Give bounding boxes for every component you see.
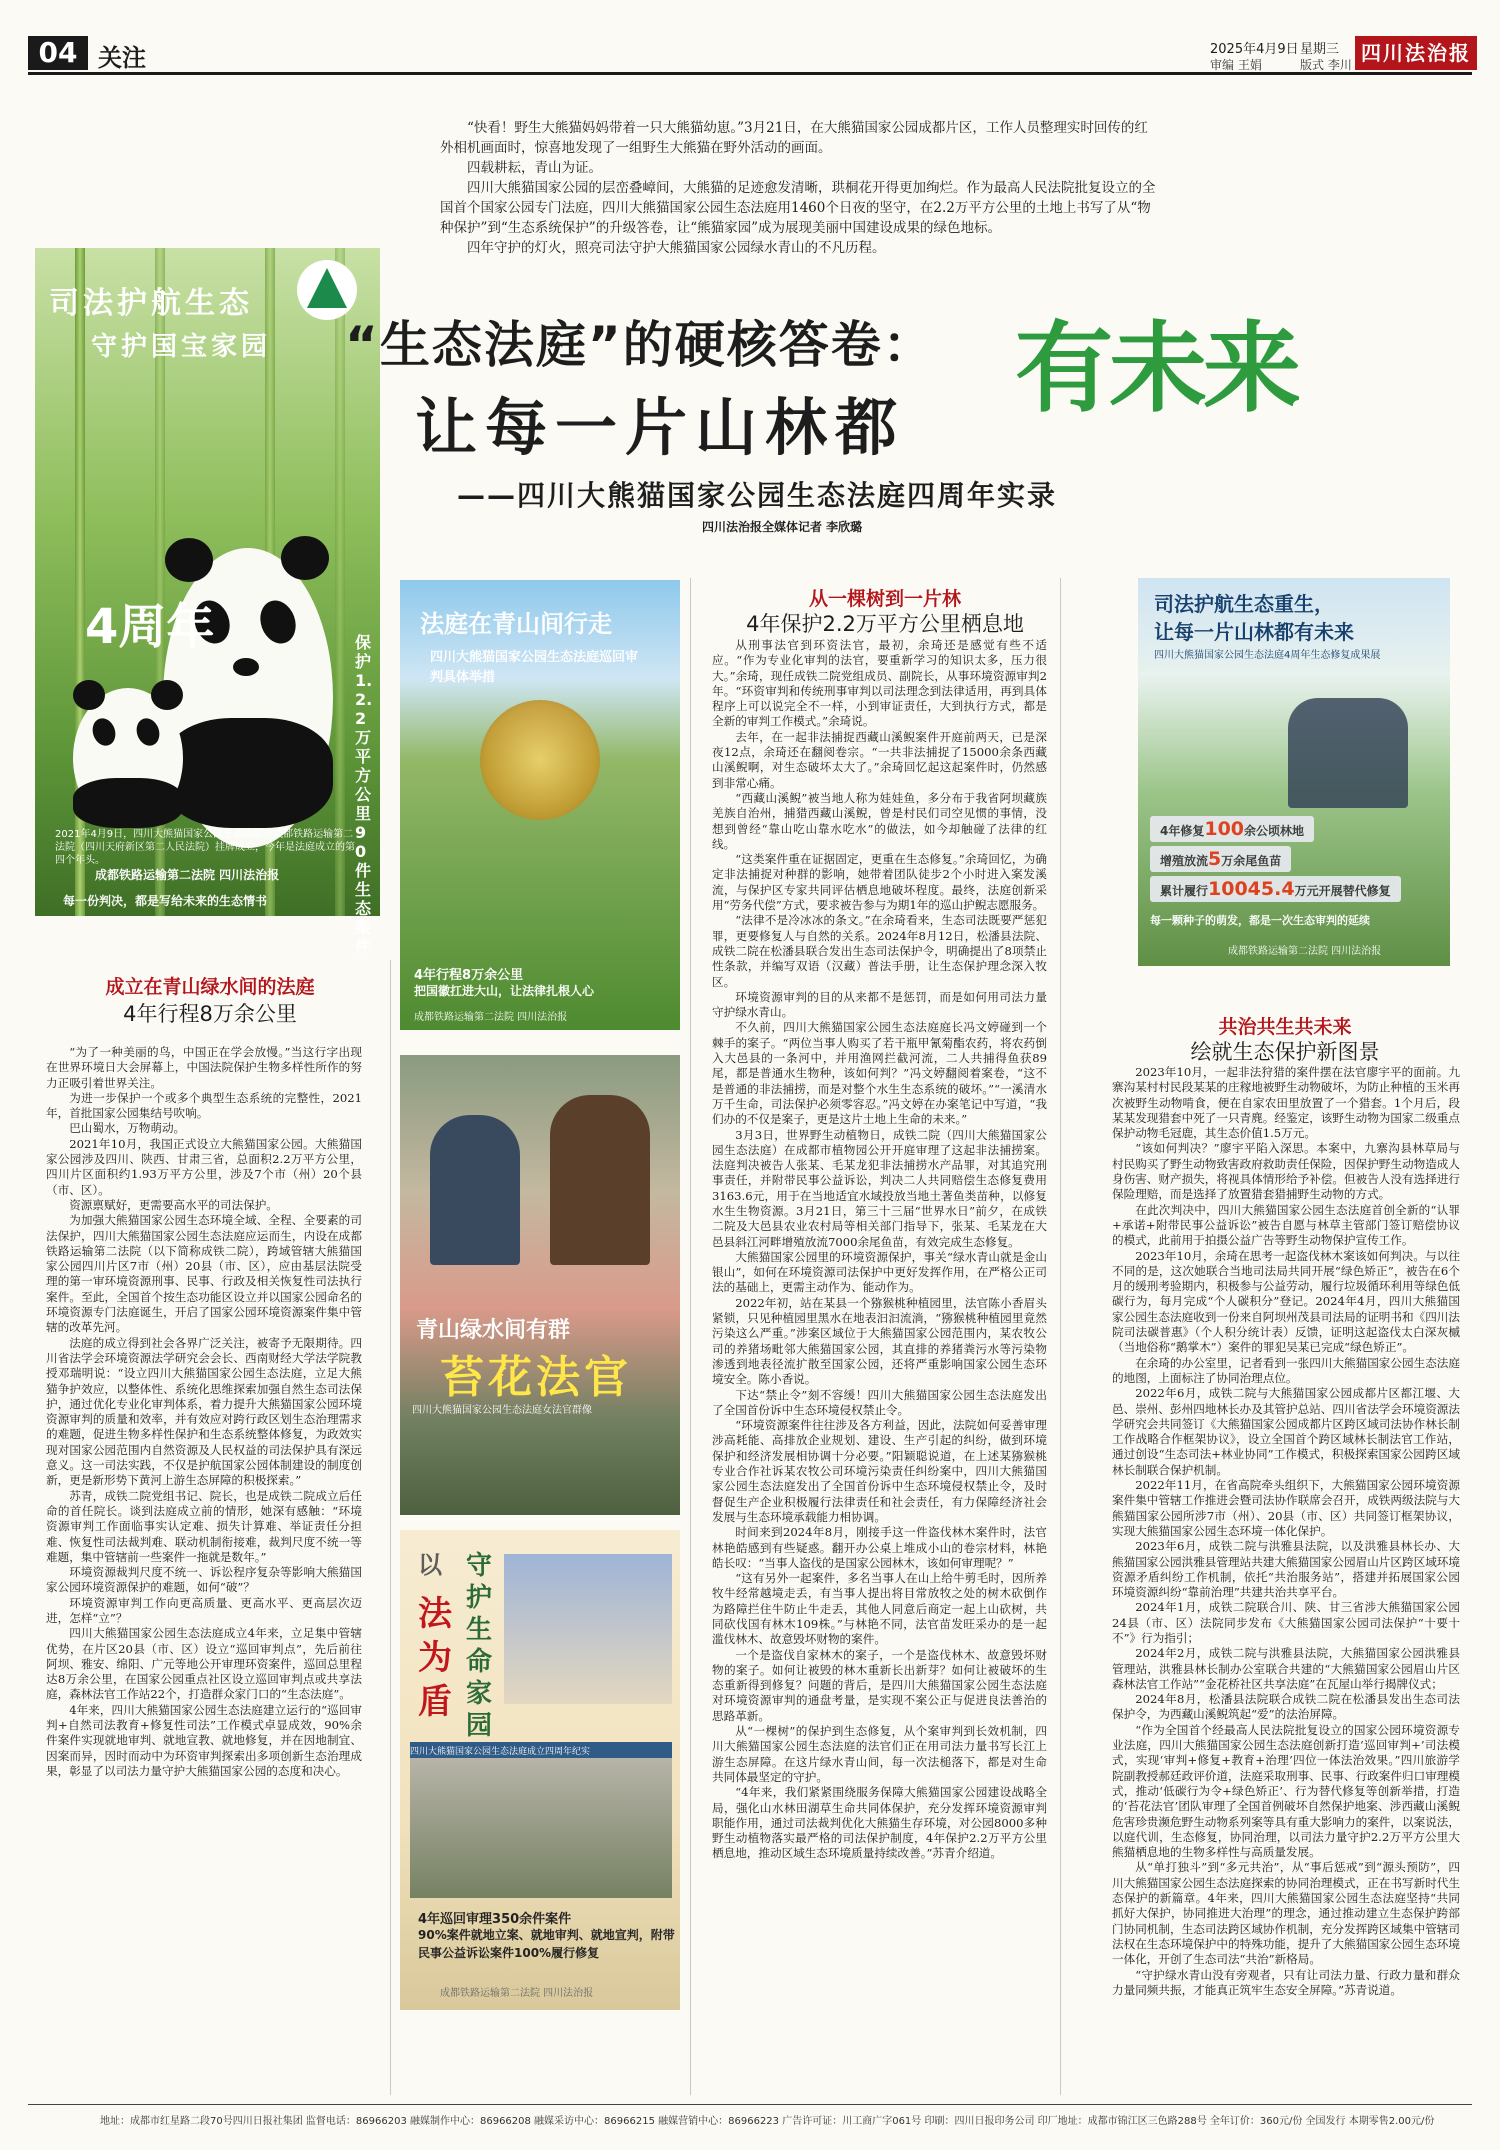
- poster-stat: 民事公益诉讼案件100%履行修复: [418, 1946, 600, 1960]
- judge-figure: [550, 1095, 650, 1265]
- intro-lead: [440, 118, 1160, 258]
- paragraph: “为了一种美丽的鸟，中国正在学会放慢。”当这行字出现在世界环境日大会屏幕上，中国法院保护生物多样性所作的努力正吸引着世界关注。: [46, 1045, 362, 1090]
- article-column: [712, 638, 1047, 1862]
- law-shield-poster: [400, 1530, 680, 2010]
- poster-title: 让每一片山林都有未来: [1154, 620, 1354, 644]
- officials-photo: [1288, 698, 1408, 808]
- article-column: [46, 1045, 362, 1779]
- paragraph: 2024年2月，成铁二院与洪雅县法院，大熊猫国家公园洪雅县管理站，洪雅县林长制办公室联合共建的“大熊猫国家公园眉山片区森林法官工作站”“金花桥社区共享法庭”在瓦屋山举行揭牌仪式；: [1112, 1646, 1460, 1691]
- poster-title: 苔花法官: [440, 1352, 632, 1403]
- section-subheading: 4年行程8万余公里: [123, 1002, 297, 1026]
- poster-organizer: 成都铁路运输第二法院 四川法治报: [95, 868, 280, 882]
- poster-vertical-text: 以: [418, 1551, 442, 1579]
- paragraph: 下达“禁止令”刻不容缓！四川大熊猫国家公园生态法庭发出了全国首份诉中生态环境侵权禁止令。: [712, 1387, 1047, 1417]
- paragraph: 从“单打独斗”到“多元共治”，从“事后惩戒”到“源头预防”，四川大熊猫国家公园生态法庭探索的协同治理模式，正在书写新时代生态保护的新篇章。4年来，四川大熊猫国家公园生态法庭坚持“共同抓好大保护，协同推进大治理”的理念，通过推动建立生态保护跨部门协同机制，生态司法跨区域协作机制，充分发挥跨区域集中管辖司法权在生态环境保护中的特殊功能，提升了大熊猫国家公园生态环境一体化，开创了生态司法“共治”新格局。: [1112, 1860, 1460, 1967]
- paragraph: 资源禀赋好，更需要高水平的司法保护。: [69, 1197, 278, 1212]
- paragraph: “该如何判决？”廖宇平陷入深思。本案中，九寨沟县林草局与村民购买了野生动物致害政府救助责任保险，因保护野生动物造成人身伤害、财产损失，将视具体情形给予补偿。但被告人没有选择进行保险理赔，而是选择了放置猎套猎捕野生动物的方式。: [1112, 1141, 1460, 1202]
- paragraph: “这有另外一起案件，多名当事人在山上给牛剪毛时，因所养牧牛经常越境走丢，有当事人提出将目常放牧之处的树木砍倒作为路障拦住牛防止牛走丢，其他人同意后商定一起上山砍树，共同砍伐国有林木109株。”与林艳不同，法官苗发旺采办的是一起滥伐林木、故意毁坏财物的案件。: [712, 1571, 1047, 1647]
- paragraph: 4年来，四川大熊猫国家公园生态法庭建立运行的“巡回审判+自然司法教育+修复性司法”工作模式卓显成效，90%余件案件实现就地审判、就地宣教、就地修复，并在因地制宜、因案而异，因时而动中为环资审判探索出多项创新生态治理成果，彰显了以司法力量守护大熊猫国家公园的态度和决心。: [46, 1702, 362, 1778]
- restoration-results-poster: [1138, 578, 1450, 966]
- poster-caption: 2021年4月9日，四川大熊猫国家公园生态法庭在成都铁路运输第二法院（四川天府新区第二人民法院）挂牌成立，今年是法庭成立的第四个年头。: [55, 829, 355, 866]
- poster-stat: 增殖放流5万余尾鱼苗: [1150, 846, 1291, 872]
- poster-stat: 4年行程8万余公里: [414, 968, 524, 983]
- editor-credit: 审编 王娟: [1210, 58, 1262, 72]
- paragraph: 环境资源裁判尺度不统一、诉讼程序复杂等影响大熊猫国家公园环境资源保护的难题，如何“破”？: [46, 1565, 362, 1595]
- paragraph: “法律不是冷冰冰的条文。”在余琦看来，生态司法既要严惩犯罪，更要修复人与自然的关系。2024年8月12日，松潘县法院、成铁二院在松潘县联合发出生态司法保护令，明确提出了8项禁止性条款，并编写双语（汉藏）普法手册，让生态保护理念深入牧区。: [712, 913, 1047, 989]
- paragraph: 去年，在一起非法捕捉西藏山溪鲵案件开庭前两天，已是深夜12点，余琦还在翻阅卷宗。“一共非法捕捉了15000余条西藏山溪鲵啊，对生态破坏太大了。”余琦回忆起这起案件时，仍然感到非常心痛。: [712, 729, 1047, 790]
- paragraph: 2022年初，站在某县一个猕猴桃种植园里，法官陈小香眉头紧锁，只见种植园里黑水在地表汩汩流淌，“猕猴桃种植园里竟然污染这么严重。”涉案区域位于大熊猫国家公园范围内，某农牧公司的养猪场毗邻大熊猫国家公园，其直排的养猪粪污水等污染物渗透到地表径流扩散至国家公园，还将严重影响国家公园生态环境安全。陈小香说。: [712, 1295, 1047, 1387]
- paragraph: 从“一棵树”的保护到生态修复，从个案审判到长效机制，四川大熊猫国家公园生态法庭的法官们正在用司法力量书写长江上游生态屏障。在这片绿水青山间，每一次法槌落下，都是对生命共同体最坚定的守护。: [712, 1724, 1047, 1784]
- page-header: [0, 0, 1500, 72]
- paragraph: 环境资源审判的目的从来都不是惩罚，而是如何用司法力量守护绿水青山。: [712, 989, 1047, 1020]
- paragraph: 苏青，成铁二院党组书记、院长，也是成铁二院成立后任命的首任院长。谈到法庭成立前的情形，她深有感触：“环境资源审判工作面临事实认定难、损失计算难、举证责任分担难、恢复性司法裁判难、联动机制衔接难，裁判尺度不统一等难题，集中管辖前一些案件一拖就是数年。”: [46, 1488, 362, 1564]
- poster-title: 司法护航生态: [49, 286, 253, 321]
- poster-stat: 累计履行10045.4万元开展替代修复: [1150, 876, 1401, 902]
- footer-rule: [28, 2104, 1472, 2105]
- paragraph: 环境资源审判工作向更高质量、更高水平、更高层次迈进，怎样“立”？: [46, 1595, 362, 1625]
- paragraph: “西藏山溪鲵”被当地人称为娃娃鱼，多分布于我省阿坝藏族羌族自治州，捕猎西藏山溪鲵，曾是村民们司空见惯的事情，没想到曾经“靠山吃山靠水吃水”的做法，如今却触碰了法律的红线。: [712, 790, 1047, 851]
- poster-title: 青山绿水间有群: [416, 1318, 571, 1343]
- section-name: 关注: [98, 44, 146, 72]
- issue-weekday: 星期三: [1300, 42, 1340, 57]
- paragraph: “这类案件重在证据固定，更重在生态修复。”余琦回忆，为确定非法捕捉对种群的影响，她带着团队徒步2个小时进入案发溪流，与保护区专家共同评估栖息地破坏程度。最终，法庭创新采用“劳务代偿”方式，要求被告参与为期1年的巡山护鲵志愿服务。: [712, 852, 1047, 913]
- headline-accent: 有未来: [1015, 311, 1298, 426]
- poster-title: 守护国宝家园: [91, 332, 272, 362]
- design-credit: 版式 李川: [1300, 58, 1352, 72]
- issue-date: 2025年4月9日: [1210, 42, 1299, 57]
- headline-main: 让每一片山林都: [415, 391, 906, 464]
- national-emblem-icon: [480, 700, 600, 820]
- paragraph: 一个是盗伐自家林木的案子，一个是盗伐林木、故意毁坏财物的案子。如何让被毁的林木重新长出新芽？如何让被破坏的生态重新得到修复？问题的背后，是四川大熊猫国家公园生态法庭对环境资源审判的通盘考量，是实现不案公正与促进良法善治的思路革新。: [712, 1647, 1047, 1723]
- paragraph: 2023年10月，余琦在思考一起盗伐林木案该如何判决。与以往不同的是，这次她联合当地司法局共同开展“绿色矫正”，被告在6个月的缓刑考验期内，积极参与公益劳动，履行垃圾循环利用等绿色低碳行为，每月完成“个人碳积分”登记。2024年4月，四川大熊猫国家公园生态法庭收到一份来自阿坝州茂县司法局的证明书和《四川法院司法碳普惠》（个人积分统计表）反馈，证明这起盗伐太白深灰槭（当地俗称“鹅掌木”）案件的罪犯吴某已完成“绿色矫正”。: [1112, 1248, 1460, 1355]
- paragraph: 巴山蜀水，万物萌动。: [69, 1121, 186, 1136]
- section-heading: 共治共生共未来: [1218, 1016, 1352, 1038]
- poster-slogan: 每一颗种子的萌发，都是一次生态审判的延续: [1150, 914, 1370, 927]
- poster-side-text: 保护1.2.2万平方公里 90件生态案件: [355, 633, 373, 956]
- poster-stat: 90%案件就地立案、就地审判、就地宣判，附带: [418, 1928, 675, 1942]
- intro-paragraph: 四载耕耘，青山为证。: [467, 160, 602, 176]
- poster-slogan: 每一份判决，都是写给未来的生态情书: [63, 894, 268, 908]
- panda-anniversary-poster: [35, 248, 380, 956]
- poster-stat: 4年修复100余公顷林地: [1150, 816, 1314, 842]
- footer-info: 地址：成都市红星路二段70号四川日报社集团 监督电话：86966203 融媒制作中心：86966208 融媒采访中心：86966215 融媒营销中心：86966223 广告许可证：川工商广字061号 印刷：四川日报印务公司 印厂地址：成都市锦江区三色路288号 全年订价：360元/份 全国发行 本期零售2.00元/份: [100, 2116, 1435, 2127]
- paragraph: 时间来到2024年8月，刚接手这一件盗伐林木案件时，法官林艳皓感到有些疑惑。翻开办公桌上堆成小山的卷宗材料，林艳皓长叹：“当事人盗伐的是国家公园林木，该如何审理呢？”: [712, 1525, 1047, 1570]
- paragraph: 2024年1月，成铁二院联合川、陕、甘三省涉大熊猫国家公园24县（市、区）法院同步发布《大熊猫国家公园司法保护“十要十不”》行为指引；: [1112, 1600, 1460, 1645]
- article-column: [1112, 1065, 1460, 1998]
- section-subheading: 4年保护2.2万平方公里栖息地: [746, 612, 1024, 636]
- masthead-logo: 四川法治报: [1355, 36, 1477, 70]
- paragraph: “守护绿水青山没有旁观者，只有让司法力量、行政力量和群众力量同频共振，才能真正筑牢生态安全屏障。”苏青说道。: [1112, 1967, 1460, 1997]
- paragraph: 为加强大熊猫国家公园生态环境全域、全程、全要素的司法保护，四川大熊猫国家公园生态法庭应运而生，内设在成都铁路运输第二法院（以下简称成铁二院），跨域管辖大熊猫国家公园四川片区7市（州）20县（市、区），应由基层法院受理的第一审环境资源刑事、民事、行政及相关恢复性司法执行案件。至此，全国首个按生态功能区设立并以国家公园命名的环境资源专门法庭诞生，开启了国家公园环境资源案件集中管辖的改革先河。: [46, 1213, 362, 1335]
- paragraph: 不久前，四川大熊猫国家公园生态法庭庭长冯文婷碰到一个棘手的案子。“两位当事人购买了若干瓶甲氰菊酯农药，将农药倒入大邑县的一条河中，并用渔网拦截河流，二人共捕得鱼获89尾，都是普通水生物种，该如何判？”冯文婷翻阅着案卷，“这不是普通的非法捕捞，而是对整个水生生态系统的破坏。”“一溪清水万千生命，司法保护必须零容忍。”冯文婷在办案笔记中写道，“我们办的不仅是案子，更是这片土地上生命的未来。”: [712, 1020, 1047, 1127]
- paragraph: 四川大熊猫国家公园生态法庭成立4年来，立足集中管辖优势，在片区20县（市、区）设立“巡回审判点”，先后前往阿坝、雅安、绵阳、广元等地公开审理环资案件，巡回总里程达8万余公里，在国家公园重点社区设立巡回审判点或共享法庭，森林法官工作站22个，打造群众家门口的“生态法庭”。: [46, 1626, 362, 1702]
- section-heading: 从一棵树到一片林: [808, 588, 961, 610]
- headline-subtitle: ——四川大熊猫国家公园生态法庭四周年实录: [457, 479, 1058, 512]
- paragraph: 法庭的成立得到社会各界广泛关注，被寄予无限期待。四川省法学会环境资源法学研究会会长、西南财经大学法学院教授邓瑞明说：“设立四川大熊猫国家公园生态法庭，立足大熊猫争护效应，以整体性、系统化思维探索加强自然生态司法保护，通过优化专业化审判体系，着力提升大熊猫国家公园环境资源审判的质量和效率，并有效应对跨行政区划生态治理需求的难题，促进生物多样性保护和生态系统整体修复，为政效实现对国家公园范围内自然资源及人民权益的司法保护具有深远意义。这一司法实践，不仅是护航国家公园体制建设的制度创新，更是新形势下黄河上游生态屏障的积极探索。”: [46, 1335, 362, 1488]
- field-photo: [410, 1758, 672, 1898]
- intro-paragraph: “快看！野生大熊猫妈妈带着一只大熊猫幼崽。”3月21日，在大熊猫国家公园成都片区，工作人员整理实时回传的红外相机画面时，惊喜地发现了一组野生大熊猫在野外活动的画面。: [440, 120, 1148, 156]
- poster-vertical-text: 法为盾: [418, 1594, 452, 1722]
- courtroom-photo: [504, 1554, 672, 1704]
- judges-group-poster: [400, 1055, 680, 1515]
- paragraph: 在余琦的办公室里，记者看到一张四川大熊猫国家公园生态法庭的地图，上面标注了协同治理点位。: [1112, 1355, 1460, 1385]
- paragraph: 2021年10月，我国正式设立大熊猫国家公园。大熊猫国家公园涉及四川、陕西、甘肃三省，总面积2.2万平方公里，四川片区面积约1.93万平方公里，涉及7个市（州）20个县（市、区）。: [46, 1136, 362, 1197]
- byline: 四川法治报全媒体记者 李欣璐: [702, 520, 863, 534]
- paragraph: “环境资源案件往往涉及各方利益，因此，法院如何妥善审理涉高耗能、高排放企业规划、建设、生产引起的纠纷，做到环境保护和经济发展相协调十分必要。”阳颖聪说道，在上述某猕猴桃专业合作社诉某农牧公司环境污染责任纠纷案中，四川大熊猫国家公园生态法庭发出了全国首份诉中生态环境侵权禁止令，及时督促生产企业积极履行法律责任和社会责任，有力保障经济社会发展与生态环境承载能力相协调。: [712, 1418, 1047, 1524]
- section-heading: 成立在青山绿水间的法庭: [105, 976, 315, 998]
- paragraph: “作为全国首个经最高人民法院批复设立的国家公园环境资源专业法庭，四川大熊猫国家公园生态法庭创新打造‘巡回审判+’司法模式，实现‘审判+修复+教育+治理’四位一体法治效果。”四川旅游学院副教授郝廷政评价道，法庭采取刑事、民事、行政案件归口审理模式，推动‘低碳行为令+绿色矫正’、行为替代修复等创新举措，打造的‘苔花法官’团队审理了全国首例破坏自然保护地案、涉西藏山溪鲵危害珍贵濒危野生动物系列案等具有重大影响力的案件，以案说法，以庭代训，生态修复，协同治理，以司法力量守护2.2万平方公里大熊猫栖息地的生物多样性与高质量发展。: [1112, 1722, 1460, 1860]
- column-divider: [690, 578, 691, 2095]
- paragraph: 从刑事法官到环资法官，最初，余琦还是感觉有些不适应。“作为专业化审判的法官，要重新学习的知识太多，压力很大。”余琦，现任成铁二院党组成员、副院长，从事环境资源审判2年。“环资审判和传统刑事审判以司法理念到法律适用，再到具体程序上可以说完全不一样，小到审证责任，大到执行方式，都是全新的审判工作模式。”余琦说。: [712, 638, 1047, 729]
- column-divider: [1060, 578, 1061, 2095]
- poster-subtitle: 四川大熊猫国家公园生态法庭巡回审判具体举措: [430, 650, 639, 685]
- intro-paragraph: 四年守护的灯火，照亮司法守护大熊猫国家公园绿水青山的不凡历程。: [467, 240, 886, 256]
- paragraph: “4年来，我们紧紧围绕服务保障大熊猫国家公园建设战略全局，强化山水林田湖草生命共同体保护，充分发挥环境资源审判职能作用，通过司法裁判优化大熊猫生存环境，对公园8000多种野生动植物落实最严格的司法保护制度，4年保护2.2万平方公里栖息地，推动区域生态环境质量持续改善。”苏青介绍道。: [712, 1785, 1047, 1861]
- intro-paragraph: 四川大熊猫国家公园的层峦叠嶂间，大熊猫的足迹愈发清晰，珙桐花开得更加绚烂。作为最高人民法院批复设立的全国首个国家公园专门法庭，四川大熊猫国家公园生态法庭用1460个日夜的坚守，在2.2万平方公里的土地上书写了从“物种保护”到“生态系统保护”的升级答卷，让“熊猫家园”成为展现美丽中国建设成果的绿色地标。: [440, 180, 1156, 236]
- paragraph: 为进一步保护一个或多个典型生态系统的完整性，2021年，首批国家公园集结号吹响。: [46, 1090, 362, 1121]
- poster-vertical-text: 守护生命家园: [466, 1551, 493, 1741]
- poster-stat: 4年巡回审理350余件案件: [418, 1912, 572, 1927]
- paragraph: 2022年6月，成铁二院与大熊猫国家公园成都片区都江堰、大邑、崇州、彭州四地林长办及其管护总站、四川省法学会环境资源法学研究会共同签订《大熊猫国家公园成都片区跨区域司法协作林长制工作战略合作框架协议》，设立全国首个跨区域林长制法官工作站，通过创设“生态司法+林业协同”工作模式，积极探索国家公园跨区域林长制联合保护机制。: [1112, 1386, 1460, 1477]
- section-subheading: 绘就生态保护新图景: [1190, 1040, 1380, 1064]
- page-number: 04: [28, 36, 88, 70]
- poster-organizer: 成都铁路运输第二法院 四川法治报: [440, 1988, 594, 1999]
- header-rule: [28, 72, 1472, 75]
- column-divider: [390, 960, 391, 2095]
- poster-title: 法庭在青山间行走: [420, 610, 612, 638]
- paragraph: 在此次判决中，四川大熊猫国家公园生态法庭首创全新的“认罪+承诺+附带民事公益诉讼”被告自愿与林草主管部门签订赔偿协议的模式，此前用于拍摄公益广告等野生动物保护宣传工作。: [1112, 1202, 1460, 1248]
- poster-organizer: 成都铁路运输第二法院 四川法治报: [414, 1012, 568, 1023]
- tree-icon: [307, 268, 347, 308]
- judge-figure: [430, 1115, 520, 1265]
- anniversary-badge: 4周年: [85, 599, 215, 655]
- poster-subtitle: 四川大熊猫国家公园生态法庭4周年生态修复成果展: [1154, 650, 1381, 661]
- poster-caption: 四川大熊猫国家公园生态法庭女法官群像: [412, 1405, 592, 1416]
- poster-organizer: 成都铁路运输第二法院 四川法治报: [1228, 946, 1382, 957]
- paragraph: 2022年11月，在省高院牵头组织下，大熊猫国家公园环境资源案件集中管辖工作推进会暨司法协作联席会召开，成铁两级法院与大熊猫国家公园所涉7市（州）、20县（市、区）共同签订框架协议，实现大熊猫国家公园生态环境一体化保护。: [1112, 1478, 1460, 1538]
- paragraph: 2023年10月，一起非法狩猎的案件摆在法官廖宇平的面前。九寨沟某村村民段某某的庄稼地被野生动物破坏，为防止种植的玉米再次被野生动物啃食，便在自家农田里放置了一个猎套。1个月后，段某某发现猎套中死了一只青麂。经鉴定，该野生动物为国家二级重点保护动物毛冠鹿，其生态价值1.5万元。: [1112, 1065, 1460, 1141]
- paragraph: 2024年8月，松潘县法院联合成铁二院在松潘县发出生态司法保护令，为西藏山溪鲵筑起“爱”的法治屏障。: [1112, 1692, 1460, 1722]
- headline-pre: “生态法庭”的硬核答卷：: [345, 316, 935, 374]
- paragraph: 大熊猫国家公园里的环境资源保护，事关“绿水青山就是金山银山”，如何在环境资源司法保护中更好发挥作用，在严格公正司法的基础上，更需主动作为、能动作为。: [712, 1249, 1047, 1295]
- poster-banner: 四川大熊猫国家公园生态法庭成立四周年纪实: [410, 1742, 672, 1759]
- poster-stat: 把国徽扛进大山，让法律扎根人心: [414, 984, 595, 998]
- paragraph: 3月3日，世界野生动植物日，成铁二院（四川大熊猫国家公园生态法庭）在成都市植物园公开开庭审理了这起非法捕捞案。法庭判决被告人张某、毛某龙犯非法捕捞水产品罪，对其追究刑事责任，并附带民事公益诉讼，判决二人共同赔偿生态修复费用3163.6元，用于在当地适宜水域投放当地土著鱼类苗种，以修复水生生物资源。3月21日，第三十三届“世界水日”前夕，在成铁二院及大邑县农业农村局等相关部门指导下，张某、毛某龙在大邑县斜江河畔增殖放流7000余尾鱼苗，有效完成生态修复。: [712, 1127, 1047, 1249]
- paragraph: 2023年6月，成铁二院与洪雅县法院，以及洪雅县林长办、大熊猫国家公园洪雅县管理站共建大熊猫国家公园眉山片区跨区域环境资源矛盾纠纷工作机制，依托“共治服务站”，搭建并拓展国家公园环境资源纠纷“靠前治理”共建共治共享平台。: [1112, 1539, 1460, 1600]
- patrol-court-poster: [400, 580, 680, 1030]
- poster-title: 司法护航生态重生，: [1154, 592, 1334, 616]
